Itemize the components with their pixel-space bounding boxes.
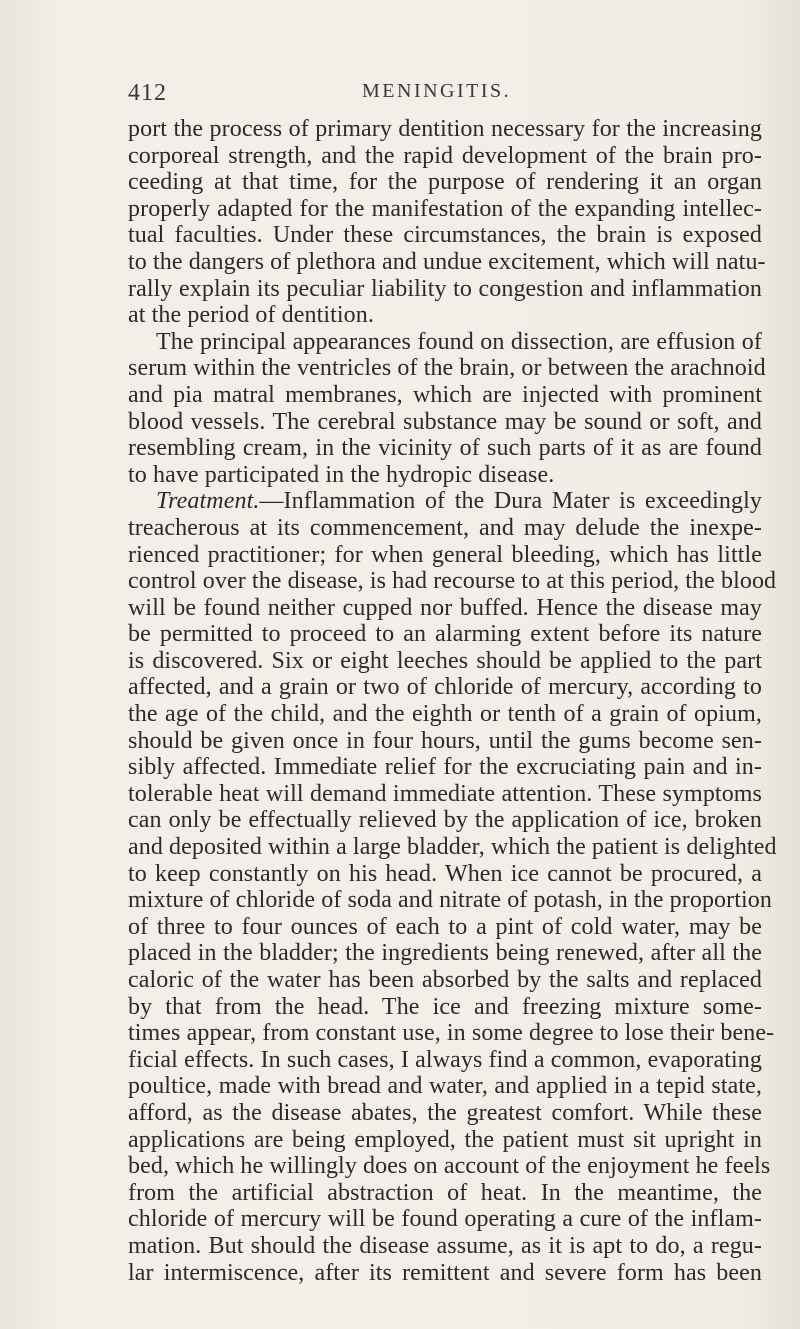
text-line: is discovered. Six or eight leeches should be applied to the part [128,647,762,674]
text-line: sibly affected. Immediate relief for the excruciating pain and in- [128,754,762,781]
text-line: ficial effects. In such cases, I always find a common, evaporating [128,1046,762,1073]
text-line: and pia matral membranes, which are injected with prominent [128,381,762,408]
text-line: resembling cream, in the vicinity of such parts of it as are found [128,435,762,462]
text-line: caloric of the water has been absorbed by the salts and replaced [128,967,762,993]
text-line: to the dangers of plethora and undue excitement, which will natu- [128,248,766,275]
text-line: rally explain its peculiar liability to congestion and inflammation [128,275,762,302]
page-number: 412 [128,80,167,106]
text-line: should be given once in four hours, until the gums become sen- [128,727,762,754]
text-line: afford, as the disease abates, the greatest comfort. While these [128,1099,762,1126]
treatment-heading: Treatment. [156,488,260,515]
text-line: the age of the child, and the eighth or tenth of a grain of opium, [128,701,762,728]
text-line: to keep constantly on his head. When ice cannot be procured, a [128,860,762,887]
text-line: ceeding at that time, for the purpose of rendering it an organ [128,169,762,196]
text-line: properly adapted for the manifestation of the expanding intellec- [128,195,762,222]
body-text [128,116,777,1286]
text-line: mation. But should the disease assume, as it is apt to do, a regu- [128,1232,762,1259]
paragraph-start-line [128,488,762,515]
treatment-line-rest: —Inflammation of the Dura Mater is exceedingly [259,488,762,515]
paragraph-start-line: The principal appearances found on dissection, are effusion of [156,328,762,355]
text-line: rienced practitioner; for when general bleeding, which has little [128,541,762,568]
text-line: by that from the head. The ice and freezing mixture some- [128,993,762,1020]
text-line: will be found neither cupped nor buffed. Hence the disease may [128,594,762,621]
text-line: treacherous at its commencement, and may delude the inexpe- [128,514,762,541]
page-header [128,80,762,112]
text-line: blood vessels. The cerebral substance may be sound or soft, and [128,408,762,435]
text-line: and deposited within a large bladder, which the patient is delighted [128,834,777,861]
text-line: at the period of dentition. [128,302,374,329]
text-line: bed, which he willingly does on account of the enjoyment he feels [128,1153,771,1180]
text-line: to have participated in the hydropic disease. [128,461,555,488]
text-line: applications are being employed, the patient must sit upright in [128,1126,762,1153]
text-line: be permitted to proceed to an alarming extent before its nature [128,621,762,648]
text-line: port the process of primary dentition necessary for the increasing [128,116,762,142]
text-line: serum within the ventricles of the brain, or between the arachnoid [128,355,766,382]
text-line: affected, and a grain or two of chloride of mercury, according to [128,674,762,701]
text-line: poultice, made with bread and water, and applied in a tepid state, [128,1073,762,1100]
text-line: of three to four ounces of each to a pint of cold water, may be [128,913,762,940]
text-line: corporeal strength, and the rapid development of the brain pro- [128,142,762,169]
text-line: tolerable heat will demand immediate attention. These symptoms [128,780,762,807]
text-line: times appear, from constant use, in some degree to lose their bene- [128,1020,775,1047]
text-line: mixture of chloride of soda and nitrate of potash, in the proportion [128,887,772,914]
text-line: chloride of mercury will be found operating a cure of the inflam- [128,1206,762,1233]
text-line: tual faculties. Under these circumstances, the brain is exposed [128,222,762,249]
text-line: from the artificial abstraction of heat. In the meantime, the [128,1179,762,1206]
text-line: control over the disease, is had recourse to at this period, the blood [128,568,777,595]
text-line: lar intermiscence, after its remittent and severe form has been [128,1259,762,1286]
running-head: MENINGITIS. [362,80,512,102]
text-line: can only be effectually relieved by the application of ice, broken [128,807,762,834]
text-line: placed in the bladder; the ingredients being renewed, after all the [128,940,762,967]
